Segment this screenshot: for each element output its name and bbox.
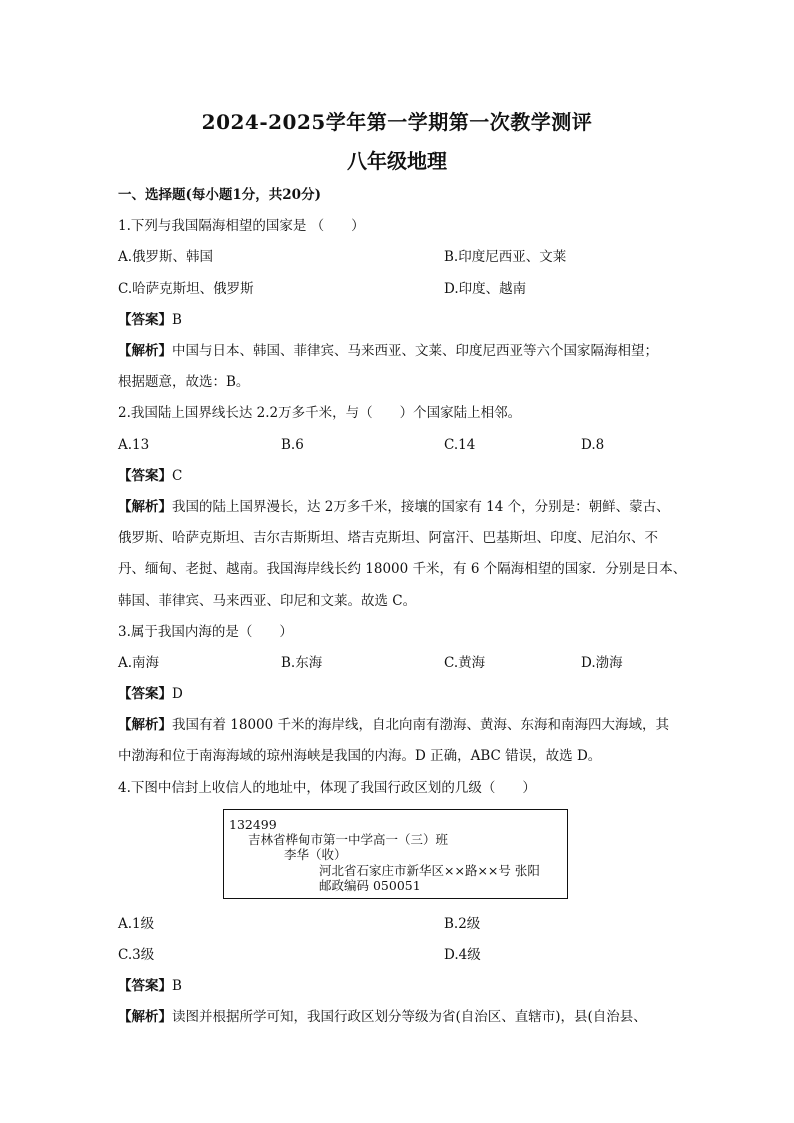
question-2-option-b: B.6 bbox=[281, 437, 304, 453]
question-1-option-a: A.俄罗斯、韩国 bbox=[118, 249, 214, 265]
answer-label: 【答案】 bbox=[118, 686, 172, 702]
analysis-label: 【解析】 bbox=[118, 499, 172, 515]
question-1-analysis-line-2: 根据题意，故选：B。 bbox=[118, 374, 250, 390]
document-subtitle: 八年级地理 bbox=[347, 149, 447, 173]
question-3-option-d: D.渤海 bbox=[581, 655, 623, 671]
question-1-answer bbox=[118, 311, 678, 329]
question-3-option-c: C.黄海 bbox=[444, 655, 486, 671]
analysis-label: 【解析】 bbox=[118, 1009, 172, 1025]
question-4-analysis-line-1 bbox=[118, 1008, 678, 1026]
question-3-option-b: B.东海 bbox=[281, 655, 323, 671]
question-4-answer bbox=[118, 977, 678, 995]
answer-label: 【答案】 bbox=[118, 312, 172, 328]
question-2-analysis-line-3: 丹、缅甸、老挝、越南。我国海岸线长约 18000 千米，有 6 个隔海相望的国家．分别是日本、 bbox=[118, 561, 687, 577]
envelope-address: 吉林省桦甸市第一中学高一（三）班 bbox=[248, 832, 449, 847]
section-heading: 一、选择题(每小题1分，共20分) bbox=[118, 187, 321, 203]
envelope-postcode: 132499 bbox=[229, 817, 277, 832]
answer-value: B bbox=[172, 978, 182, 994]
analysis-text: 我国有着 18000 千米的海岸线，自北向南有渤海、黄海、东海和南海四大海域，其 bbox=[172, 717, 670, 733]
question-3-analysis-line-1 bbox=[118, 716, 678, 734]
question-4-stem: 4.下图中信封上收信人的地址中，体现了我国行政区划的几级（ ） bbox=[118, 780, 536, 796]
answer-value: B bbox=[172, 312, 182, 328]
question-2-analysis-line-4: 韩国、菲律宾、马来西亚、印尼和文莱。故选 C。 bbox=[118, 593, 417, 609]
envelope-figure bbox=[223, 809, 568, 899]
question-1-stem: 1.下列与我国隔海相望的国家是 （ ） bbox=[118, 218, 365, 234]
question-4-option-d: D.4级 bbox=[444, 947, 481, 963]
question-2-analysis-line-2: 俄罗斯、哈萨克斯坦、吉尔吉斯斯坦、塔吉克斯坦、阿富汗、巴基斯坦、印度、尼泊尔、不 bbox=[118, 530, 658, 546]
question-4-option-b: B.2级 bbox=[444, 916, 481, 932]
question-1-analysis-line-1 bbox=[118, 342, 678, 360]
analysis-label: 【解析】 bbox=[118, 717, 172, 733]
envelope-recipient: 李华（收） bbox=[284, 847, 347, 862]
analysis-label: 【解析】 bbox=[118, 343, 172, 359]
question-3-analysis-line-2: 中渤海和位于南海海域的琼州海峡是我国的内海。D 正确，ABC 错误，故选 D。 bbox=[118, 748, 602, 764]
question-1-option-c: C.哈萨克斯坦、俄罗斯 bbox=[118, 281, 254, 297]
question-2-option-c: C.14 bbox=[444, 437, 476, 453]
answer-value: C bbox=[172, 468, 183, 484]
question-3-option-a: A.南海 bbox=[118, 655, 160, 671]
question-2-stem: 2.我国陆上国界线长达 2.2万多千米，与（ ）个国家陆上相邻。 bbox=[118, 405, 522, 421]
question-3-answer bbox=[118, 685, 678, 703]
question-2-analysis-line-1 bbox=[118, 498, 678, 516]
question-1-option-d: D.印度、越南 bbox=[444, 281, 527, 297]
document-title: 2024-2025学年第一学期第一次教学测评 bbox=[201, 110, 593, 134]
analysis-text: 中国与日本、韩国、菲律宾、马来西亚、文莱、印度尼西亚等六个国家隔海相望； bbox=[172, 343, 658, 359]
analysis-text: 读图并根据所学可知，我国行政区划分等级为省(自治区、直辖市)，县(自治县、 bbox=[172, 1009, 647, 1025]
question-3-stem: 3.属于我国内海的是（ ） bbox=[118, 624, 293, 640]
envelope-sender-postcode: 邮政编码 050051 bbox=[319, 878, 421, 893]
envelope-sender: 河北省石家庄市新华区××路××号 张阳 bbox=[319, 863, 540, 878]
question-4-option-a: A.1级 bbox=[118, 916, 155, 932]
analysis-text: 我国的陆上国界漫长，达 2万多千米，接壤的国家有 14 个，分别是：朝鲜、蒙古、 bbox=[172, 499, 670, 515]
question-2-answer bbox=[118, 467, 678, 485]
question-2-option-d: D.8 bbox=[581, 437, 605, 453]
question-4-option-c: C.3级 bbox=[118, 947, 155, 963]
question-2-option-a: A.13 bbox=[118, 437, 150, 453]
answer-label: 【答案】 bbox=[118, 978, 172, 994]
answer-value: D bbox=[172, 686, 183, 702]
answer-label: 【答案】 bbox=[118, 468, 172, 484]
question-1-option-b: B.印度尼西亚、文莱 bbox=[444, 249, 567, 265]
